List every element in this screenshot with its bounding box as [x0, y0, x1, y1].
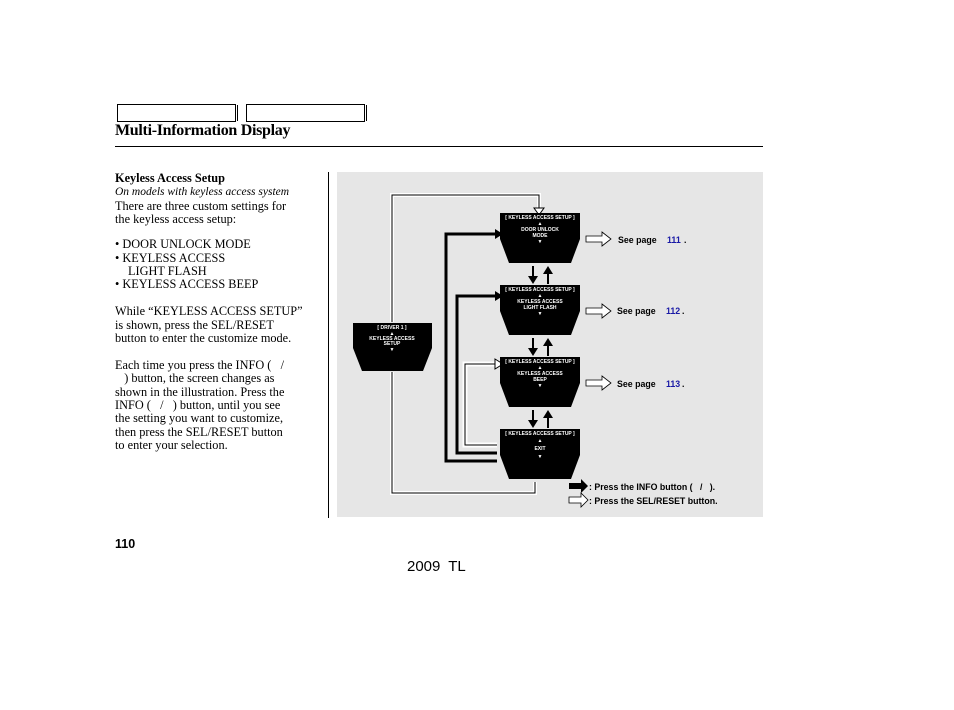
screen-door-unlock — [500, 213, 580, 263]
see-page-label-2: See page — [617, 306, 656, 316]
bullet-light-flash-cont: LIGHT FLASH — [128, 264, 207, 278]
para2-line-3: button to enter the customize mode. — [115, 331, 292, 345]
para3-line-1: Each time you press the INFO ( / — [115, 358, 285, 372]
driver-screen-line-4: SETUP — [383, 341, 401, 347]
column-divider — [328, 172, 329, 518]
title-rule — [115, 146, 763, 147]
section-heading: Keyless Access Setup — [115, 171, 225, 185]
page-link-111[interactable]: 111 — [667, 235, 681, 245]
page-number: 110 — [115, 537, 136, 551]
para3-line-5: the setting you want to customize, — [115, 411, 284, 425]
info-loop-black — [446, 229, 503, 461]
see-page-label-1: See page — [618, 235, 657, 245]
screen-beep — [500, 357, 580, 407]
para3-line-2: ) button, the screen changes as — [115, 371, 275, 385]
see-page-label-3: See page — [617, 379, 656, 389]
para3-line-3: shown in the illustration. Press the — [115, 385, 285, 399]
driver-screen-line-3: KEYLESS ACCESS — [369, 336, 415, 342]
screen-1-line-2: ▲ — [537, 221, 543, 227]
screen-1-line-3: DOOR UNLOCK — [521, 227, 559, 233]
legend-sel-text: : Press the SEL/RESET button. — [589, 496, 718, 506]
screen-4-line-1: [ KEYLESS ACCESS SETUP ] — [505, 431, 575, 437]
screen-exit — [500, 429, 580, 479]
screen-light-flash — [500, 285, 580, 335]
driver-screen-line-1: [ DRIVER 1 ] — [377, 325, 407, 331]
para3-line-6: then press the SEL/RESET button — [115, 425, 283, 439]
screen-3-line-5: ▼ — [537, 383, 543, 389]
screen-2-line-4: LIGHT FLASH — [523, 305, 557, 311]
intro-line-2: the keyless access setup: — [115, 212, 237, 226]
info-arrows-2 — [528, 338, 553, 356]
driver-screen-line-5: ▼ — [389, 347, 395, 353]
setup-flow-diagram — [337, 172, 763, 517]
screen-4-line-4: ▼ — [537, 454, 543, 460]
header-tab-left — [117, 104, 236, 122]
screen-1-line-5: ▼ — [537, 239, 543, 245]
screen-1-line-4: MODE — [532, 233, 548, 239]
model-label: 2009 TL — [407, 558, 466, 575]
header-tab-right — [246, 104, 365, 122]
screen-2-line-5: ▼ — [537, 311, 543, 317]
intro-line-1: There are three custom settings for — [115, 199, 287, 213]
screen-3-line-3: KEYLESS ACCESS — [517, 371, 563, 377]
page-link-113[interactable]: 113 — [666, 379, 681, 389]
screen-3-line-2: ▲ — [537, 365, 543, 371]
legend-sel-arrow-icon — [569, 493, 588, 507]
svg-text:.: . — [684, 235, 687, 245]
bullet-beep: • KEYLESS ACCESS BEEP — [115, 277, 259, 291]
para3-line-7: to enter your selection. — [115, 438, 228, 452]
bullet-door-unlock: • DOOR UNLOCK MODE — [115, 237, 251, 251]
screen-4-line-3: EXIT — [534, 446, 546, 452]
legend-info-arrow-icon — [569, 479, 588, 493]
screen-3-line-1: [ KEYLESS ACCESS SETUP ] — [505, 359, 575, 365]
svg-text:.: . — [682, 379, 685, 389]
flow-diagram-svg — [337, 172, 763, 517]
see-page-113 — [586, 376, 684, 390]
legend — [569, 479, 718, 507]
section-subheading: On models with keyless access system — [115, 186, 290, 198]
bullet-light-flash: • KEYLESS ACCESS — [115, 251, 226, 265]
see-page-111 — [586, 232, 686, 246]
svg-text:.: . — [682, 306, 685, 316]
screen-4-line-2: ▲ — [537, 438, 543, 444]
driver-screen — [353, 323, 432, 371]
para2-line-1: While “KEYLESS ACCESS SETUP” — [115, 304, 303, 318]
screen-2-line-1: [ KEYLESS ACCESS SETUP ] — [505, 287, 575, 293]
para2-line-2: is shown, press the SEL/RESET — [115, 318, 274, 332]
screen-1-line-1: [ KEYLESS ACCESS SETUP ] — [505, 215, 575, 221]
see-page-112 — [586, 304, 684, 318]
para3-line-4: INFO ( / ) button, until you see — [115, 398, 281, 412]
screen-2-line-3: KEYLESS ACCESS — [517, 299, 563, 305]
info-arrows-3 — [528, 410, 553, 428]
screen-3-line-4: BEEP — [533, 377, 547, 383]
info-arrows-1 — [528, 266, 553, 284]
driver-screen-line-2: ▲ — [389, 331, 395, 337]
page-link-112[interactable]: 112 — [666, 306, 681, 316]
legend-info-text: : Press the INFO button ( / ). — [589, 482, 716, 492]
screen-2-line-2: ▲ — [537, 293, 543, 299]
page-title: Multi-Information Display — [115, 122, 291, 139]
